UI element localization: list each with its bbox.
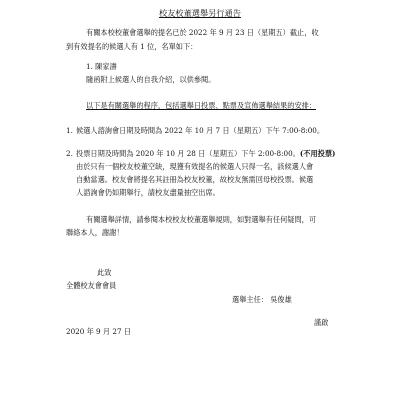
item-2-cont-2: 自動當選。校友會將提名其註冊為校友校董，故校友無需回母校投票。候選 — [76, 175, 314, 184]
recipient: 全體校友會會員 — [66, 281, 117, 290]
item-2-emphasis: (不用投票) — [299, 149, 336, 158]
procedure-heading: 以下是有關選舉的程序，包括選舉日投票、點票及宣佈選舉結果的安排： — [86, 101, 317, 110]
signer: 選舉主任： 吳俊雄 — [232, 295, 292, 304]
salutation: 此致 — [97, 268, 112, 277]
date: 2020 年 9 月 27 日 — [66, 327, 131, 336]
candidate-name: 1. 陳家濤 — [86, 62, 117, 71]
item-1-label: 1. — [66, 126, 73, 135]
intro-line-2: 到有效提名的候選人有 1 位，名單如下： — [66, 42, 198, 51]
closing-line-2: 聯絡本人，謝謝！ — [66, 228, 124, 237]
item-1-text: 候選人諮詢會日期及時間為 2022 年 10 月 7 日（星期五）下午 7:00-8:00。 — [76, 126, 325, 135]
closing-line-1: 有關選舉詳情，請參閱本校校友校董選舉規則，如對選舉有任何疑問，可 — [86, 215, 317, 224]
item-2-main: 投票日期及時間為 2020 年 10 月 28 日（星期五）下午 2:00-8:00。 — [76, 149, 300, 158]
item-2-text — [76, 149, 335, 160]
item-2-label: 2. — [66, 149, 73, 158]
candidate-note: 隨函附上候選人的自我介紹，以供參閱。 — [86, 75, 216, 84]
item-2-cont-3: 人諮詢會仍如期舉行，請校友盡量抽空出席。 — [76, 188, 220, 197]
item-2-cont-1: 由於只有一個校友校董空缺，現獲有效提名的候選人只得一名，該候選人會 — [76, 162, 314, 171]
intro-line-1: 有關本校校董會選舉的提名已於 2022 年 9 月 23 日（星期五）截止，收 — [86, 28, 319, 37]
notice-title: 校友校董選舉另行通告 — [159, 8, 241, 18]
sign-off: 謹啟 — [314, 318, 329, 327]
